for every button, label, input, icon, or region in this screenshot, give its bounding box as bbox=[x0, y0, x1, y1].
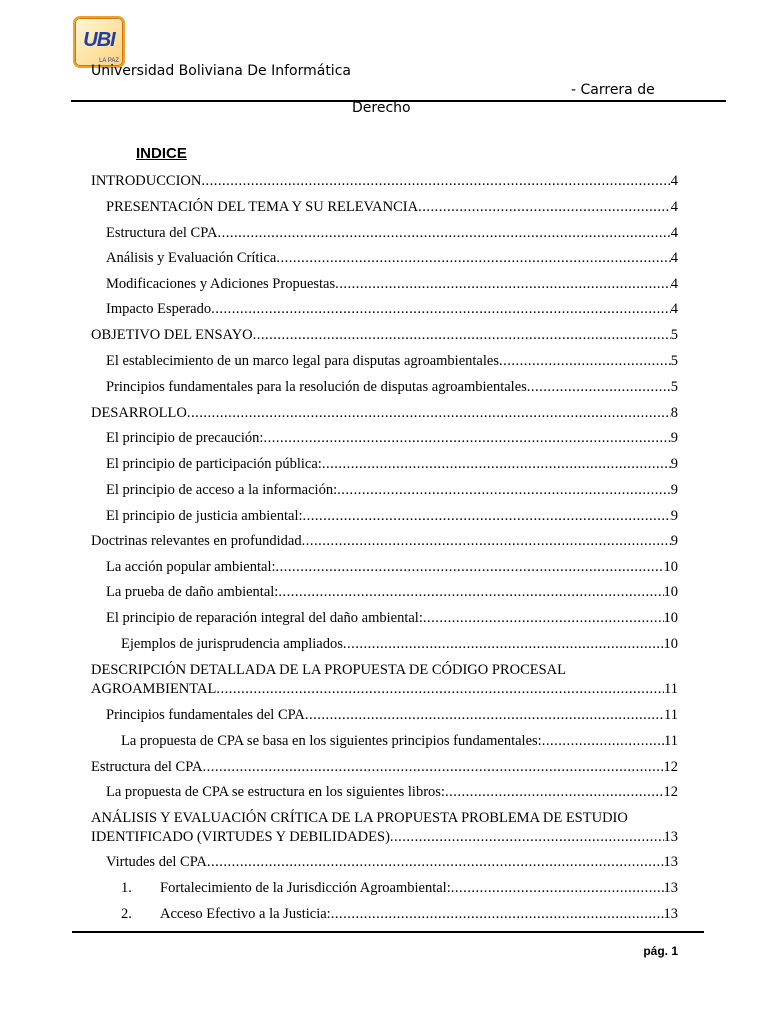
toc-entry[interactable] bbox=[106, 455, 678, 474]
toc-entry-text: DESCRIPCIÓN DETALLADA DE LA PROPUESTA DE CÓDIGO PROCESAL bbox=[91, 662, 567, 678]
toc-leader bbox=[211, 300, 671, 319]
toc-entry[interactable] bbox=[91, 172, 678, 191]
toc-entry-text: El establecimiento de un marco legal para disputas agroambientales bbox=[106, 353, 499, 369]
toc-entry-line2 bbox=[91, 680, 678, 699]
toc-leader bbox=[253, 326, 671, 345]
toc-entry-page: 4 bbox=[670, 301, 678, 317]
toc-entry-text: OBJETIVO DEL ENSAYO bbox=[91, 327, 253, 343]
toc-entry-text: IDENTIFICADO (VIRTUDES Y DEBILIDADES) bbox=[91, 829, 390, 845]
toc-leader bbox=[451, 879, 664, 898]
carrera-name: Derecho bbox=[352, 100, 411, 116]
toc-entry-text: Análisis y Evaluación Crítica bbox=[106, 250, 277, 266]
toc-entry-text: Estructura del CPA bbox=[106, 225, 218, 241]
toc-entry-text: AGROAMBIENTAL bbox=[91, 681, 217, 697]
toc-entry-page: 10 bbox=[663, 559, 678, 575]
toc-entry[interactable] bbox=[106, 224, 678, 243]
toc-leader bbox=[276, 558, 664, 577]
logo-text: UBI bbox=[83, 29, 115, 51]
toc-entry-text: INTRODUCCION bbox=[91, 173, 202, 189]
toc-entry[interactable] bbox=[106, 275, 678, 294]
toc-entry-text: La prueba de daño ambiental: bbox=[106, 584, 279, 600]
toc-entry-page: 12 bbox=[663, 784, 678, 800]
toc-entry[interactable] bbox=[106, 198, 678, 217]
toc-entry[interactable] bbox=[91, 758, 678, 777]
toc-entry-page: 13 bbox=[663, 854, 678, 870]
toc-entry[interactable] bbox=[91, 404, 678, 423]
toc-entry[interactable] bbox=[106, 583, 678, 602]
toc-entry-page: 9 bbox=[670, 482, 678, 498]
toc-leader bbox=[207, 853, 664, 872]
toc-leader bbox=[331, 905, 664, 924]
toc-entry-page: 13 bbox=[663, 880, 678, 896]
toc-entry-line2 bbox=[91, 828, 678, 847]
toc-entry[interactable] bbox=[106, 378, 678, 397]
toc-entry-text: El principio de precaución: bbox=[106, 430, 264, 446]
toc-leader bbox=[276, 249, 670, 268]
toc-leader bbox=[542, 732, 664, 751]
toc-entry[interactable] bbox=[121, 635, 678, 654]
toc-entry[interactable] bbox=[106, 249, 678, 268]
toc-entry-text: La propuesta de CPA se estructura en los siguientes libros: bbox=[106, 784, 445, 800]
toc-leader bbox=[201, 172, 670, 191]
toc-entry-text: Doctrinas relevantes en profundidad bbox=[91, 533, 302, 549]
toc-entry-text: ANÁLISIS Y EVALUACIÓN CRÍTICA DE LA PROPUESTA PROBLEMA DE ESTUDIO bbox=[91, 810, 628, 826]
toc-entry-number: 2. bbox=[121, 906, 132, 922]
toc-leader bbox=[305, 706, 664, 725]
toc-entry-page: 9 bbox=[670, 508, 678, 524]
toc-leader bbox=[263, 429, 670, 448]
toc-entry[interactable] bbox=[121, 732, 678, 751]
toc-entry-label: Fortalecimiento de la Jurisdicción Agroambiental: bbox=[160, 880, 451, 896]
toc-entry-text: El principio de acceso a la información: bbox=[106, 482, 338, 498]
toc-entry[interactable] bbox=[106, 481, 678, 500]
toc-entry-page: 4 bbox=[670, 276, 678, 292]
toc-entry-text: El principio de justicia ambiental: bbox=[106, 508, 303, 524]
toc-entry-page: 5 bbox=[670, 327, 678, 343]
university-logo bbox=[73, 16, 125, 68]
toc-entry-text: Ejemplos de jurisprudencia ampliados bbox=[121, 636, 343, 652]
toc-entry[interactable] bbox=[106, 853, 678, 872]
footer-divider bbox=[72, 931, 704, 933]
toc-leader bbox=[302, 532, 671, 551]
toc-entry[interactable] bbox=[106, 300, 678, 319]
toc-leader bbox=[278, 583, 663, 602]
toc-entry-page: 11 bbox=[664, 681, 678, 697]
toc-entry-page: 5 bbox=[670, 353, 678, 369]
carrera-label: - Carrera de bbox=[571, 82, 655, 98]
toc-leader bbox=[303, 507, 671, 526]
toc-entry-page: 4 bbox=[670, 173, 678, 189]
toc-entry-page: 10 bbox=[663, 636, 678, 652]
toc-title: INDICE bbox=[136, 145, 187, 162]
toc-leader bbox=[445, 783, 664, 802]
toc-entry-text: Modificaciones y Adiciones Propuestas bbox=[106, 276, 336, 292]
toc-entry-text: Principios fundamentales para la resolución de disputas agroambientales bbox=[106, 379, 527, 395]
toc-entry-page: 11 bbox=[664, 707, 678, 723]
toc-entry-text: Principios fundamentales del CPA bbox=[106, 707, 305, 723]
toc-entry[interactable] bbox=[121, 879, 678, 898]
toc-leader bbox=[390, 828, 664, 847]
toc-entry-page: 10 bbox=[663, 584, 678, 600]
toc-leader bbox=[335, 275, 671, 294]
toc-entry-page: 9 bbox=[670, 456, 678, 472]
toc-entry-page: 9 bbox=[670, 533, 678, 549]
toc-entry-text: El principio de participación pública: bbox=[106, 456, 322, 472]
toc-entry-text: Virtudes del CPA bbox=[106, 854, 207, 870]
university-name: Universidad Boliviana De Informática bbox=[91, 63, 351, 79]
toc-entry-text: PRESENTACIÓN DEL TEMA Y SU RELEVANCIA bbox=[106, 199, 419, 215]
toc-entry-text bbox=[121, 905, 331, 924]
toc-entry[interactable] bbox=[106, 507, 678, 526]
toc-entry[interactable] bbox=[106, 558, 678, 577]
toc-leader bbox=[418, 198, 671, 217]
toc-entry-text: Estructura del CPA bbox=[91, 759, 203, 775]
toc-entry-page: 4 bbox=[670, 199, 678, 215]
toc-entry-text: DESARROLLO bbox=[91, 405, 187, 421]
toc-leader bbox=[499, 352, 671, 371]
toc-entry[interactable] bbox=[91, 809, 678, 847]
toc-entry-page: 12 bbox=[663, 759, 678, 775]
toc-entry[interactable] bbox=[106, 609, 678, 628]
toc-entry-page: 11 bbox=[664, 733, 678, 749]
logo-subtext: LA PAZ bbox=[99, 58, 119, 64]
toc-leader bbox=[527, 378, 671, 397]
toc-entry-page: 8 bbox=[670, 405, 678, 421]
toc-entry-number: 1. bbox=[121, 880, 132, 896]
toc-entry[interactable] bbox=[91, 661, 678, 699]
toc-entry-text: La propuesta de CPA se basa en los siguientes principios fundamentales: bbox=[121, 733, 542, 749]
toc-leader bbox=[322, 455, 671, 474]
toc-leader bbox=[216, 680, 664, 699]
toc-entry[interactable] bbox=[106, 706, 678, 725]
toc-entry-label: Acceso Efectivo a la Justicia: bbox=[160, 906, 331, 922]
toc-entry-page: 10 bbox=[663, 610, 678, 626]
toc-entry-text: La acción popular ambiental: bbox=[106, 559, 276, 575]
toc-entry-page: 13 bbox=[663, 906, 678, 922]
page-number: pág. 1 bbox=[643, 944, 678, 958]
toc-entry-text: El principio de reparación integral del daño ambiental: bbox=[106, 610, 423, 626]
toc-leader bbox=[187, 404, 671, 423]
toc-entry[interactable] bbox=[91, 326, 678, 345]
toc-entry-page: 9 bbox=[670, 430, 678, 446]
toc-leader bbox=[217, 224, 670, 243]
toc-entry[interactable] bbox=[106, 352, 678, 371]
toc-entry[interactable] bbox=[106, 783, 678, 802]
toc-entry-text: Impacto Esperado bbox=[106, 301, 212, 317]
toc-leader bbox=[423, 609, 664, 628]
toc-leader bbox=[337, 481, 671, 500]
toc-leader bbox=[343, 635, 664, 654]
toc-entry[interactable] bbox=[91, 532, 678, 551]
toc-entry-page: 4 bbox=[670, 250, 678, 266]
toc-entry[interactable] bbox=[121, 905, 678, 924]
toc-entry-page: 5 bbox=[670, 379, 678, 395]
toc-entry[interactable] bbox=[106, 429, 678, 448]
toc-entry-text bbox=[121, 879, 451, 898]
toc-leader bbox=[202, 758, 663, 777]
toc-entry-page: 13 bbox=[663, 829, 678, 845]
toc-entry-page: 4 bbox=[670, 225, 678, 241]
